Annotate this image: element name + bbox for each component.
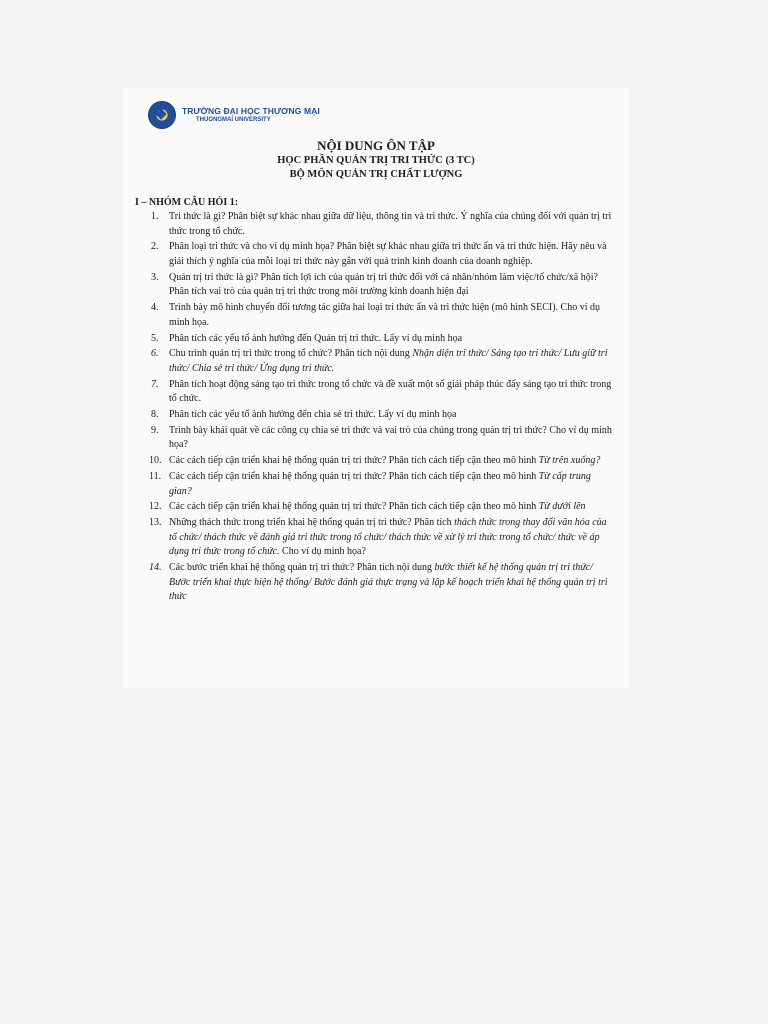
question-number: 14. [149, 562, 162, 574]
question-text: Những thách thức trong triển khai hệ thống quản trị tri thức? Phân tích [169, 517, 455, 529]
question-text: Cho ví dụ minh họa? [279, 546, 366, 558]
question-text-emphasis: thách thức trong thay đổi văn hóa của tổ chức/ thách thức về đánh giá tri thức trong tổ chức/ thách thức về xử lý tri thức trong tổ chức/ thức về áp dụng tri thức trong tổ chức. [169, 517, 607, 558]
university-emblem-icon [148, 101, 176, 129]
question-item [135, 240, 615, 269]
question-item [135, 332, 615, 347]
question-item [135, 454, 615, 469]
question-text: Các cách tiếp cận triển khai hệ thống quản trị tri thức? Phân tích cách tiếp cận theo mô hình [169, 501, 539, 513]
question-item [135, 210, 615, 239]
question-number: 6. [151, 348, 159, 360]
question-number: 12. [149, 501, 162, 513]
question-number: 8. [151, 409, 159, 421]
question-number: 4. [151, 302, 159, 314]
question-item [135, 500, 615, 515]
question-text: Phân tích các yếu tố ảnh hưởng đến chia sẻ tri thức. Lấy ví dụ minh họa [169, 409, 457, 421]
question-text: Quản trị tri thức là gì? Phân tích lợi ích của quản trị tri thức đối với cá nhân/nhóm làm việc/tổ chức/xã hội? Phân tích vai trò của quản trị tri thức trong môi trường kinh doanh hiện đại [169, 271, 598, 298]
document-title: NỘI DUNG ÔN TẬP [317, 138, 435, 153]
question-number: 3. [151, 271, 159, 283]
question-text: Chu trình quản trị tri thức trong tổ chức? Phân tích nội dung [169, 348, 413, 360]
question-text: Trình bày mô hình chuyển đổi tương tác giữa hai loại tri thức ẩn và tri thức hiện (mô hình SECI). Cho ví dụ minh họa. [169, 302, 600, 328]
question-text: Các cách tiếp cận triển khai hệ thống quản trị tri thức? Phân tích cách tiếp cận theo mô hình [169, 470, 539, 482]
question-number: 13. [149, 517, 162, 529]
question-number: 2. [151, 241, 159, 253]
document-titles [122, 138, 630, 182]
question-number: 9. [151, 424, 159, 436]
course-title: HỌC PHẦN QUẢN TRỊ TRI THỨC (3 TC) [277, 155, 475, 166]
question-text: Trình bày khái quát về các công cụ chia sẻ tri thức và vai trò của chúng trong quản trị tri thức? Cho ví dụ minh họa? [169, 424, 612, 451]
university-name-vn: TRƯỜNG ĐẠI HỌC THƯƠNG MẠI [182, 105, 320, 116]
question-item [135, 408, 615, 423]
question-item [135, 470, 615, 499]
question-item [135, 424, 615, 453]
question-list [135, 210, 615, 606]
question-text-emphasis: Nhận diện tri thức/ Sáng tạo tri thức/ Lưu giữ tri thức/ Chia sẻ tri thức/ Ứng dụng tri thức. [169, 348, 608, 374]
question-text: Tri thức là gì? Phân biệt sự khác nhau giữa dữ liệu, thông tin và tri thức. Ý nghĩa của chúng đối với quản trị tri thức trong tổ chức. [169, 211, 612, 237]
question-item [135, 561, 615, 605]
question-number: 1. [151, 211, 159, 222]
question-text-emphasis: Từ trên xuống? [538, 455, 601, 467]
question-text: Phân tích hoạt động sáng tạo tri thức trong tổ chức và đề xuất một số giải pháp thúc đẩy sáng tạo tri thức trong tổ chức. [169, 378, 612, 405]
question-item [135, 347, 615, 376]
department-title: BỘ MÔN QUẢN TRỊ CHẤT LƯỢNG [289, 169, 463, 180]
university-name-en: THUONGMAI UNIVERSITY [196, 117, 271, 124]
question-number: 5. [151, 332, 159, 344]
question-text-emphasis: Từ cấp trung gian? [169, 470, 591, 497]
question-number: 7. [151, 378, 159, 390]
question-item [135, 271, 615, 300]
question-text: Các cách tiếp cận triển khai hệ thống quản trị tri thức? Phân tích cách tiếp cận theo mô hình [169, 455, 539, 467]
question-item [135, 378, 615, 407]
section-heading: I – NHÓM CÂU HỎI 1: [135, 197, 239, 208]
question-text: Các bước triển khai hệ thống quản trị tri thức? Phân tích nội dung [169, 562, 435, 574]
question-text: Phân tích các yếu tố ảnh hưởng đến Quản trị tri thức. Lấy ví dụ minh họa [169, 332, 463, 344]
question-text-emphasis: Từ dưới lên [538, 501, 586, 513]
question-item [135, 301, 615, 330]
question-number: 10. [149, 455, 162, 467]
university-logo [148, 100, 320, 130]
question-text: Phân loại tri thức và cho ví dụ minh họa? Phân biệt sự khác nhau giữa tri thức ẩn và tri thức hiện. Hãy nêu và giải thích ý nghĩa của mỗi loại tri thức này gắn với quá trình kinh doanh của doanh nghiệp. [169, 241, 607, 267]
question-number: 11. [149, 470, 162, 482]
question-item [135, 516, 615, 560]
question-text-emphasis: bước thiết kế hệ thống quản trị tri thức/ Bước triển khai thực hiện hệ thống/ Bước đánh giá thực trạng và lập kế hoạch triển khai hệ thống quản trị tri thức [169, 562, 608, 603]
